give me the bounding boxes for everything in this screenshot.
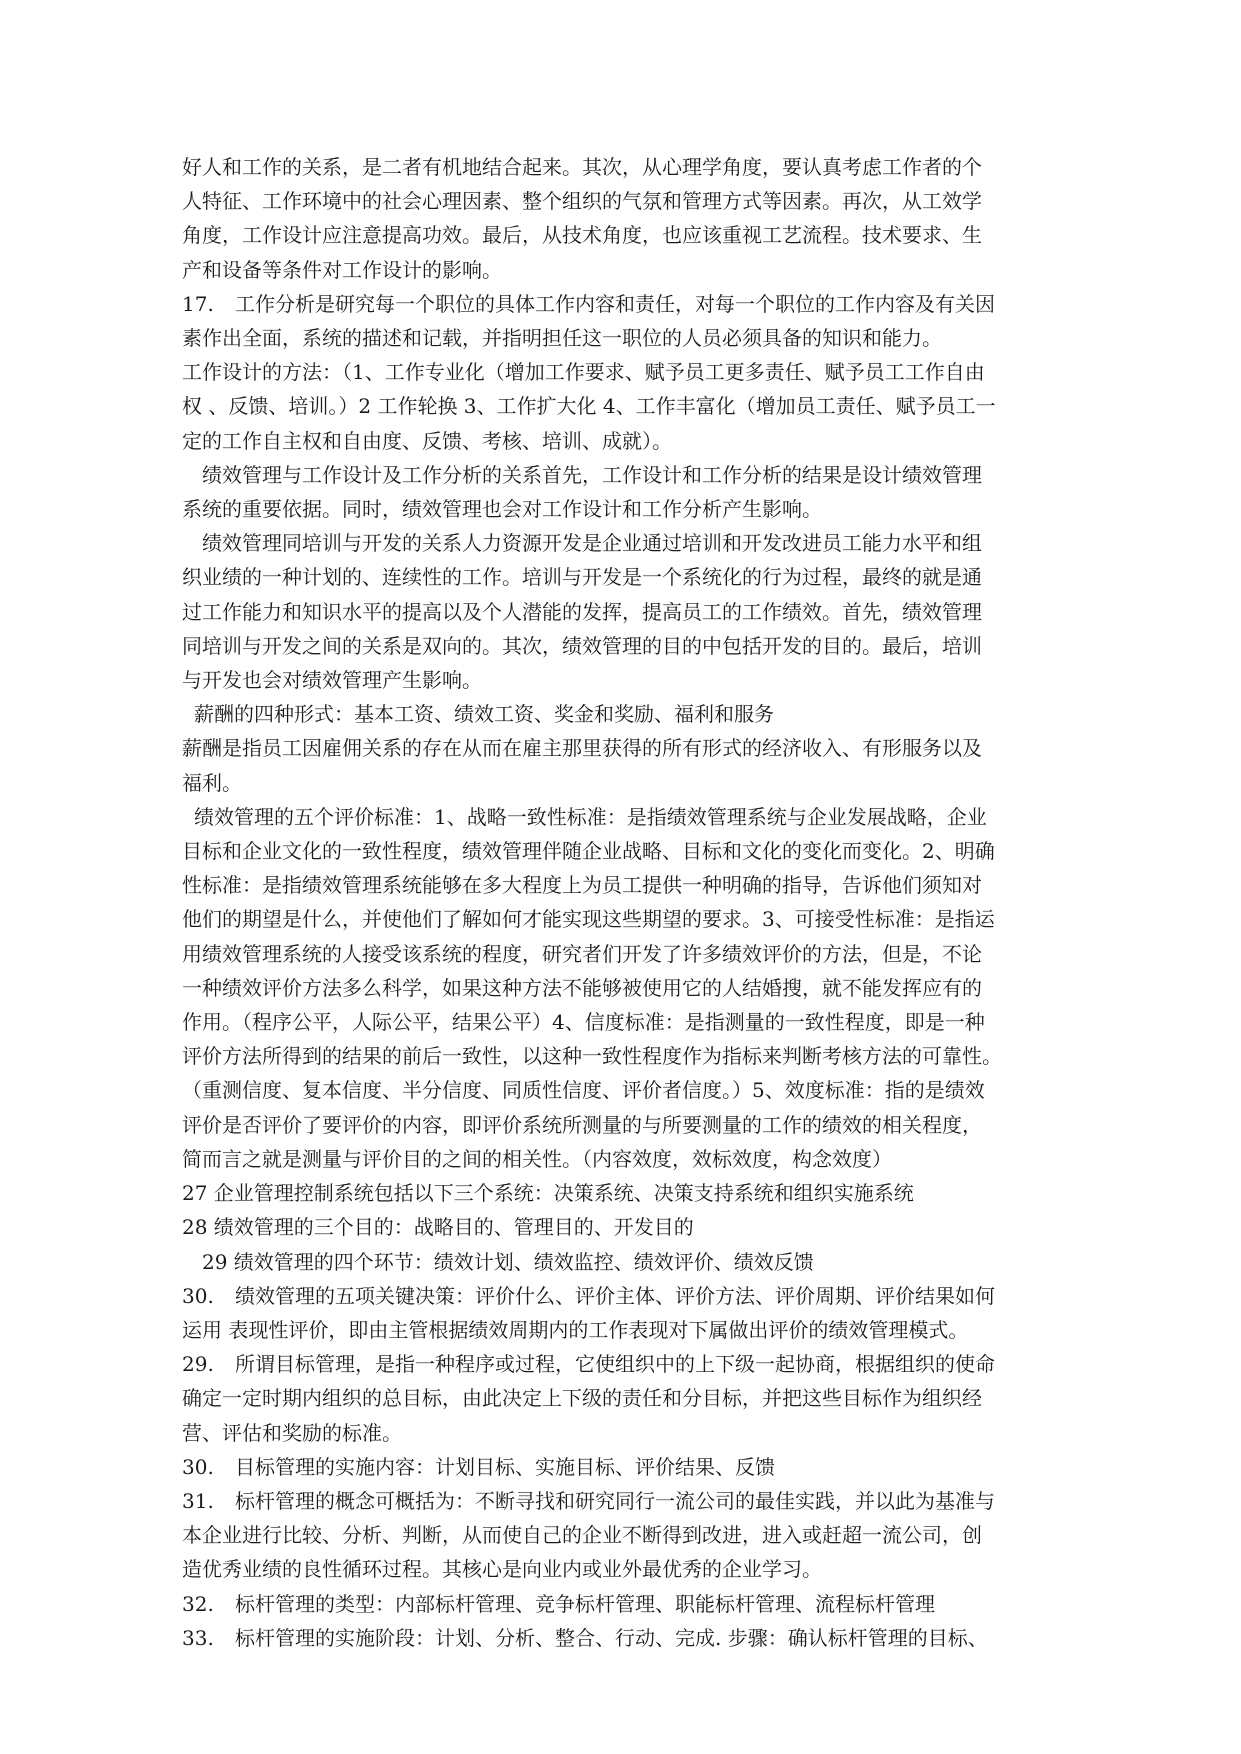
item-text: 标杆管理的概念可概括为：不断寻找和研究同行一流公司的最佳实践，并以此为基准与 bbox=[235, 1488, 995, 1513]
text-line: 作用。（程序公平，人际公平，结果公平）4、信度标准：是指测量的一致性程度，即是一种 bbox=[182, 1010, 985, 1035]
item-number: 31. bbox=[182, 1488, 214, 1513]
text-line: 营、评估和奖励的标准。 bbox=[182, 1420, 402, 1445]
item-number: 30. bbox=[182, 1283, 214, 1308]
item-text: 标杆管理的类型：内部标杆管理、竞争标杆管理、职能标杆管理、流程标杆管理 bbox=[235, 1591, 935, 1616]
text-line: 同培训与开发之间的关系是双向的。其次，绩效管理的目的中包括开发的目的。最后，培训 bbox=[182, 633, 982, 658]
document-page bbox=[182, 150, 1060, 1655]
numbered-line-29 bbox=[182, 1347, 1060, 1381]
text-line: 好人和工作的关系，是二者有机地结合起来。其次，从心理学角度，要认真考虑工作者的个 bbox=[182, 155, 982, 179]
item-number: 30. bbox=[182, 1454, 214, 1479]
paragraph-start-line: 绩效管理的五个评价标准：1、战略一致性标准：是指绩效管理系统与企业发展战略，企业 bbox=[194, 804, 987, 829]
item-text: 工作分析是研究每一个职位的具体工作内容和责任，对每一个职位的工作内容及有关因 bbox=[235, 291, 995, 316]
text-line: 人特征、工作环境中的社会心理因素、整个组织的气氛和管理方式等因素。再次，从工效学 bbox=[182, 189, 982, 214]
text-line: 29 绩效管理的四个环节：绩效计划、绩效监控、绩效评价、绩效反馈 bbox=[202, 1249, 814, 1274]
text-line: 评价方法所得到的结果的前后一致性，以这种一致性程度作为指标来判断考核方法的可靠性。 bbox=[182, 1044, 1002, 1069]
text-line: 系统的重要依据。同时，绩效管理也会对工作设计和工作分析产生影响。 bbox=[182, 497, 822, 522]
item-text: 绩效管理的五项关键决策：评价什么、评价主体、评价方法、评价周期、评价结果如何 bbox=[235, 1283, 995, 1308]
text-line: 与开发也会对绩效管理产生影响。 bbox=[182, 668, 482, 693]
text-line: （重测信度、复本信度、半分信度、同质性信度、评价者信度。）5、效度标准：指的是绩效 bbox=[182, 1078, 985, 1103]
text-line: 定的工作自主权和自由度、反馈、考核、培训、成就）。 bbox=[182, 428, 672, 453]
text-line: 28 绩效管理的三个目的：战略目的、管理目的、开发目的 bbox=[182, 1215, 694, 1240]
text-line: 织业绩的一种计划的、连续性的工作。培训与开发是一个系统化的行为过程，最终的就是通 bbox=[182, 565, 982, 590]
text-line: 过工作能力和知识水平的提高以及个人潜能的发挥，提高员工的工作绩效。首先，绩效管理 bbox=[182, 599, 982, 624]
text-line: 造优秀业绩的良性循环过程。其核心是向业内或业外最优秀的企业学习。 bbox=[182, 1557, 822, 1582]
item-text: 标杆管理的实施阶段：计划、分析、整合、行动、完成. 步骤：确认标杆管理的目标、 bbox=[235, 1625, 988, 1650]
text-line: 简而言之就是测量与评价目的之间的相关性。（内容效度，效标效度，构念效度） bbox=[182, 1146, 892, 1171]
text-line: 用绩效管理系统的人接受该系统的程度，研究者们开发了许多绩效评价的方法，但是，不论 bbox=[182, 941, 982, 966]
numbered-line-33 bbox=[182, 1621, 1060, 1655]
paragraph-start-line: 薪酬的四种形式：基本工资、绩效工资、奖金和奖励、福利和服务 bbox=[194, 702, 774, 727]
text-line: 工作设计的方法：（1、工作专业化（增加工作要求、赋予员工更多责任、赋予员工工作自由 bbox=[182, 360, 985, 385]
item-number: 17. bbox=[182, 291, 214, 316]
text-line: 素作出全面，系统的描述和记载，并指明担任这一职位的人员必须具备的知识和能力。 bbox=[182, 326, 942, 351]
text-line: 27 企业管理控制系统包括以下三个系统：决策系统、决策支持系统和组织实施系统 bbox=[182, 1181, 914, 1206]
text-line: 一种绩效评价方法多么科学，如果这种方法不能够被使用它的人结婚搜，就不能发挥应有的 bbox=[182, 975, 982, 1000]
text-line: 本企业进行比较、分析、判断，从而使自己的企业不断得到改进，进入或赶超一流公司，创 bbox=[182, 1523, 982, 1548]
item-text: 目标管理的实施内容：计划目标、实施目标、评价结果、反馈 bbox=[235, 1454, 775, 1479]
item-text: 所谓目标管理，是指一种程序或过程，它使组织中的上下级一起协商，根据组织的使命 bbox=[235, 1352, 995, 1377]
text-line: 确定一定时期内组织的总目标，由此决定上下级的责任和分目标，并把这些目标作为组织经 bbox=[182, 1386, 982, 1411]
numbered-line-30 bbox=[182, 1279, 1060, 1313]
text-line: 目标和企业文化的一致性程度，绩效管理伴随企业战略、目标和文化的变化而变化。2、明确 bbox=[182, 839, 995, 864]
text-line: 福利。 bbox=[182, 770, 242, 795]
numbered-line-17 bbox=[182, 287, 1060, 321]
numbered-line-30b bbox=[182, 1450, 1060, 1484]
text-line: 性标准：是指绩效管理系统能够在多大程度上为员工提供一种明确的指导，告诉他们须知对 bbox=[182, 873, 982, 898]
text-line: 他们的期望是什么，并使他们了解如何才能实现这些期望的要求。3、可接受性标准：是指运 bbox=[182, 907, 995, 932]
item-number: 29. bbox=[182, 1352, 214, 1377]
text-line: 薪酬是指员工因雇佣关系的存在从而在雇主那里获得的所有形式的经济收入、有形服务以及 bbox=[182, 736, 982, 761]
text-line: 产和设备等条件对工作设计的影响。 bbox=[182, 257, 502, 282]
item-number: 33. bbox=[182, 1625, 214, 1650]
numbered-line-31 bbox=[182, 1484, 1060, 1518]
text-line: 评价是否评价了要评价的内容，即评价系统所测量的与所要测量的工作的绩效的相关程度， bbox=[182, 1112, 982, 1137]
text-line: 权 、反馈、培训。）2 工作轮换 3、工作扩大化 4、工作丰富化（增加员工责任、赋予员工一 bbox=[182, 394, 996, 419]
item-number: 32. bbox=[182, 1591, 214, 1616]
numbered-line-32 bbox=[182, 1587, 1060, 1621]
text-line: 运用 表现性评价，即由主管根据绩效周期内的工作表现对下属做出评价的绩效管理模式。 bbox=[182, 1317, 969, 1342]
paragraph-start-line: 绩效管理同培训与开发的关系人力资源开发是企业通过培训和开发改进员工能力水平和组 bbox=[202, 531, 982, 556]
paragraph-start-line: 绩效管理与工作设计及工作分析的关系首先，工作设计和工作分析的结果是设计绩效管理 bbox=[202, 462, 982, 487]
text-line: 角度，工作设计应注意提高功效。最后，从技术角度，也应该重视工艺流程。技术要求、生 bbox=[182, 223, 982, 248]
